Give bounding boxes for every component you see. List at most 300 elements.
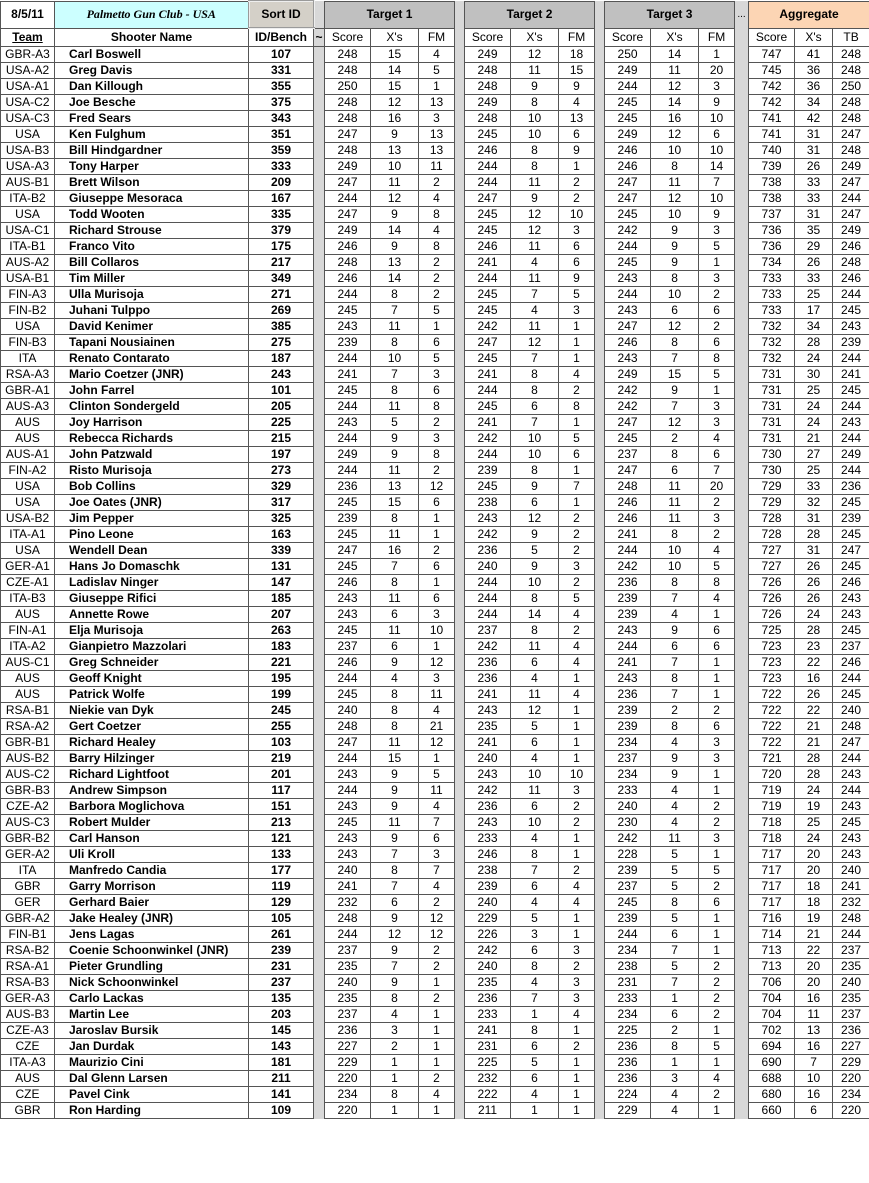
t2-xs-cell: 6	[511, 1071, 559, 1087]
t2-fm-cell: 9	[559, 271, 595, 287]
t3-score-cell: 242	[605, 559, 651, 575]
shooter-name-cell: Richard Healey	[55, 735, 249, 751]
t2-score-cell: 236	[465, 991, 511, 1007]
t1-xs-cell: 7	[371, 847, 419, 863]
t3-xs-cell: 7	[651, 591, 699, 607]
sort-id-button[interactable]: Sort ID	[249, 1, 314, 28]
t2-xs-cell: 11	[511, 783, 559, 799]
agg-score-cell: 738	[749, 175, 795, 191]
t3-score-cell: 242	[605, 399, 651, 415]
t3-score-cell: 234	[605, 943, 651, 959]
t1-fm-cell: 4	[419, 879, 455, 895]
t3-fm-cell: 1	[699, 383, 735, 399]
table-row	[1, 671, 869, 687]
t1-xs-cell: 1	[371, 1071, 419, 1087]
agg-score-cell: 729	[749, 479, 795, 495]
table-row	[1, 863, 869, 879]
t2-fm-cell: 1	[559, 1071, 595, 1087]
t3-score-cell: 244	[605, 639, 651, 655]
agg-score-cell: 704	[749, 1007, 795, 1023]
agg-xs-cell: 29	[795, 239, 833, 255]
shooter-name-cell: Jaroslav Bursik	[55, 1023, 249, 1039]
table-row	[1, 271, 869, 287]
table-row	[1, 463, 869, 479]
t2-score-cell: 229	[465, 911, 511, 927]
t2-xs-cell: 8	[511, 591, 559, 607]
agg-score-cell: 732	[749, 351, 795, 367]
agg-score-cell: 741	[749, 127, 795, 143]
table-row	[1, 191, 869, 207]
separator	[595, 1071, 605, 1087]
agg-xs-cell: 35	[795, 223, 833, 239]
shooter-name-cell: John Patzwald	[55, 447, 249, 463]
t3-score-cell: 236	[605, 1055, 651, 1071]
t2-score-cell: 233	[465, 1007, 511, 1023]
agg-xs-cell: 18	[795, 895, 833, 911]
table-row	[1, 687, 869, 703]
bench-id-cell: 199	[249, 687, 314, 703]
t2-xs-cell: 12	[511, 335, 559, 351]
t3-xs-cell: 7	[651, 655, 699, 671]
team-cell: AUS	[1, 415, 55, 431]
t2-xs-cell: 6	[511, 399, 559, 415]
t1-fm-cell: 5	[419, 351, 455, 367]
t1-score-cell: 243	[325, 847, 371, 863]
agg-xs-cell: 31	[795, 127, 833, 143]
separator	[735, 1055, 749, 1071]
bench-id-cell: 183	[249, 639, 314, 655]
t1-xs-cell: 8	[371, 335, 419, 351]
separator	[455, 495, 465, 511]
t3-xs-cell: 11	[651, 511, 699, 527]
t2-score-cell: 248	[465, 63, 511, 79]
t2-xs-cell: 11	[511, 319, 559, 335]
agg-xs-cell: 36	[795, 63, 833, 79]
agg-xs-cell: 28	[795, 767, 833, 783]
table-row	[1, 591, 869, 607]
t1-score-cell: 220	[325, 1071, 371, 1087]
t1-xs-cell: 3	[371, 1023, 419, 1039]
t2-xs-cell: 12	[511, 703, 559, 719]
agg-score-cell: 736	[749, 239, 795, 255]
t3-score-cell: 246	[605, 511, 651, 527]
t2-score-cell: 238	[465, 495, 511, 511]
table-row	[1, 959, 869, 975]
shooter-name-cell: Dan Killough	[55, 79, 249, 95]
separator	[455, 127, 465, 143]
t3-fm-cell: 5	[699, 559, 735, 575]
t3-fm-cell: 2	[699, 703, 735, 719]
t3-score-cell: 242	[605, 383, 651, 399]
agg-tb-cell: 243	[833, 415, 869, 431]
t2-fm-cell: 3	[559, 783, 595, 799]
agg-xs-cell: 31	[795, 143, 833, 159]
t3-score-cell: 246	[605, 143, 651, 159]
t3-score-cell: 239	[605, 911, 651, 927]
t2-xs-cell: 6	[511, 655, 559, 671]
separator	[735, 927, 749, 943]
separator	[735, 1103, 749, 1119]
agg-score-cell: 737	[749, 207, 795, 223]
agg-tb-cell: 249	[833, 223, 869, 239]
t1-xs-cell: 6	[371, 639, 419, 655]
t3-fm-cell: 3	[699, 511, 735, 527]
agg-tb-cell: 247	[833, 735, 869, 751]
t1-xs-cell: 9	[371, 799, 419, 815]
agg-tb-cell: 237	[833, 639, 869, 655]
t3-score-cell: 224	[605, 1087, 651, 1103]
separator	[595, 735, 605, 751]
team-cell: RSA-B1	[1, 703, 55, 719]
t3-fm-cell: 8	[699, 575, 735, 591]
separator	[735, 543, 749, 559]
table-row	[1, 287, 869, 303]
separator	[314, 591, 325, 607]
agg-tb-cell: 220	[833, 1071, 869, 1087]
agg-xs-cell: 21	[795, 719, 833, 735]
agg-xs-cell: 18	[795, 879, 833, 895]
table-row	[1, 1103, 869, 1119]
separator	[314, 431, 325, 447]
bench-id-cell: 379	[249, 223, 314, 239]
agg-xs-cell: 22	[795, 655, 833, 671]
separator	[314, 863, 325, 879]
separator	[595, 495, 605, 511]
name-column-header: Shooter Name	[55, 28, 249, 47]
team-cell: GBR	[1, 879, 55, 895]
shooter-name-cell: Gert Coetzer	[55, 719, 249, 735]
tilde-cell: ~	[314, 28, 325, 47]
shooter-name-cell: Ken Fulghum	[55, 127, 249, 143]
shooter-name-cell: Wendell Dean	[55, 543, 249, 559]
table-row	[1, 511, 869, 527]
t2-xs-cell: 6	[511, 799, 559, 815]
t2-score-cell: 245	[465, 479, 511, 495]
t1-xs-cell: 6	[371, 895, 419, 911]
separator	[735, 783, 749, 799]
separator	[314, 1007, 325, 1023]
t3-fm-cell: 10	[699, 111, 735, 127]
separator	[455, 623, 465, 639]
separator	[314, 559, 325, 575]
team-cell: AUS-B2	[1, 751, 55, 767]
t2-fm-cell: 2	[559, 623, 595, 639]
t2-fm-cell: 1	[559, 1103, 595, 1119]
t1-score-cell: 236	[325, 479, 371, 495]
agg-xs-cell: 20	[795, 863, 833, 879]
t3-fm-cell: 3	[699, 751, 735, 767]
t2-score-cell: 242	[465, 319, 511, 335]
t3-score-cell: 238	[605, 959, 651, 975]
separator	[735, 143, 749, 159]
t2-score-cell: 244	[465, 175, 511, 191]
agg-tb-cell: 248	[833, 255, 869, 271]
t3-fm-cell: 1	[699, 1023, 735, 1039]
t2-score-cell: 235	[465, 975, 511, 991]
agg-score-cell: 688	[749, 1071, 795, 1087]
bench-id-cell: 145	[249, 1023, 314, 1039]
bench-id-cell: 215	[249, 431, 314, 447]
separator	[455, 1087, 465, 1103]
t1-fm-cell: 1	[419, 575, 455, 591]
team-cell: USA	[1, 495, 55, 511]
t3-fm-cell: 5	[699, 239, 735, 255]
date-cell: 8/5/11	[1, 1, 55, 28]
t1-xs-cell: 9	[371, 239, 419, 255]
bench-id-cell: 105	[249, 911, 314, 927]
t2-fm-cell: 1	[559, 703, 595, 719]
t2-score-cell: 242	[465, 527, 511, 543]
separator	[735, 383, 749, 399]
separator	[314, 319, 325, 335]
t1-fm-cell: 5	[419, 767, 455, 783]
t2-score-cell: 236	[465, 543, 511, 559]
separator	[595, 95, 605, 111]
t1-score-cell: 232	[325, 895, 371, 911]
agg-xs-cell: 24	[795, 783, 833, 799]
t1-score-cell: 240	[325, 863, 371, 879]
separator	[455, 719, 465, 735]
team-cell: ITA	[1, 351, 55, 367]
t3-xs-cell: 10	[651, 559, 699, 575]
t2-score-cell: 211	[465, 1103, 511, 1119]
separator	[455, 335, 465, 351]
t3-score-cell: 246	[605, 335, 651, 351]
bench-id-cell: 331	[249, 63, 314, 79]
shooter-name-cell: Garry Morrison	[55, 879, 249, 895]
shooter-name-cell: Barry Hilzinger	[55, 751, 249, 767]
table-row	[1, 575, 869, 591]
bench-id-cell: 119	[249, 879, 314, 895]
t3-fm-cell: 2	[699, 527, 735, 543]
t2-xs-header: X's	[511, 28, 559, 47]
table-row	[1, 655, 869, 671]
t2-fm-cell: 1	[559, 1055, 595, 1071]
t3-xs-cell: 1	[651, 991, 699, 1007]
t3-score-cell: 230	[605, 815, 651, 831]
target1-header: Target 1	[325, 1, 455, 28]
team-cell: AUS-A3	[1, 399, 55, 415]
shooter-name-cell: Ron Harding	[55, 1103, 249, 1119]
agg-xs-cell: 33	[795, 191, 833, 207]
t2-fm-cell: 2	[559, 1039, 595, 1055]
agg-tb-cell: 244	[833, 399, 869, 415]
t1-xs-cell: 9	[371, 127, 419, 143]
t1-score-cell: 245	[325, 623, 371, 639]
t3-xs-cell: 9	[651, 223, 699, 239]
separator	[735, 607, 749, 623]
agg-xs-cell: 28	[795, 335, 833, 351]
separator	[735, 687, 749, 703]
t2-fm-cell: 10	[559, 207, 595, 223]
team-cell: USA-C1	[1, 223, 55, 239]
separator	[595, 1055, 605, 1071]
separator	[314, 687, 325, 703]
t3-score-cell: 243	[605, 303, 651, 319]
separator	[314, 1, 325, 28]
agg-tb-cell: 244	[833, 671, 869, 687]
t3-xs-cell: 4	[651, 607, 699, 623]
shooter-name-cell: Joe Oates (JNR)	[55, 495, 249, 511]
separator	[595, 751, 605, 767]
table-row	[1, 927, 869, 943]
t1-score-cell: 235	[325, 991, 371, 1007]
t3-xs-cell: 2	[651, 703, 699, 719]
team-cell: ITA-B2	[1, 191, 55, 207]
agg-score-cell: 728	[749, 527, 795, 543]
t3-score-cell: 247	[605, 319, 651, 335]
t1-fm-cell: 8	[419, 447, 455, 463]
t2-score-cell: 239	[465, 879, 511, 895]
t3-score-cell: 249	[605, 367, 651, 383]
team-cell: GER	[1, 895, 55, 911]
t1-xs-cell: 15	[371, 495, 419, 511]
t1-fm-cell: 3	[419, 431, 455, 447]
t3-fm-cell: 1	[699, 911, 735, 927]
separator	[455, 287, 465, 303]
team-cell: USA-B2	[1, 511, 55, 527]
separator	[735, 879, 749, 895]
separator	[595, 287, 605, 303]
separator	[455, 831, 465, 847]
bench-id-cell: 335	[249, 207, 314, 223]
separator	[735, 1023, 749, 1039]
t2-xs-cell: 12	[511, 511, 559, 527]
t3-fm-cell: 4	[699, 543, 735, 559]
shooter-name-cell: Juhani Tulppo	[55, 303, 249, 319]
separator	[314, 287, 325, 303]
t3-xs-cell: 8	[651, 671, 699, 687]
agg-tb-cell: 235	[833, 991, 869, 1007]
t3-score-cell: 241	[605, 655, 651, 671]
agg-score-cell: 727	[749, 559, 795, 575]
separator	[314, 623, 325, 639]
table-row	[1, 95, 869, 111]
t2-fm-cell: 15	[559, 63, 595, 79]
separator	[455, 1039, 465, 1055]
t3-fm-cell: 3	[699, 399, 735, 415]
separator	[595, 671, 605, 687]
t1-fm-cell: 2	[419, 255, 455, 271]
agg-xs-cell: 20	[795, 847, 833, 863]
bench-id-cell: 121	[249, 831, 314, 847]
separator	[595, 607, 605, 623]
t2-xs-cell: 8	[511, 143, 559, 159]
agg-score-cell: 719	[749, 799, 795, 815]
separator	[735, 1071, 749, 1087]
separator	[735, 655, 749, 671]
separator	[455, 639, 465, 655]
agg-tb-cell: 237	[833, 943, 869, 959]
t1-score-cell: 246	[325, 575, 371, 591]
t1-xs-cell: 9	[371, 207, 419, 223]
t1-fm-cell: 8	[419, 207, 455, 223]
bench-id-cell: 239	[249, 943, 314, 959]
title-row	[1, 1, 869, 28]
t1-xs-cell: 1	[371, 1055, 419, 1071]
bench-id-cell: 243	[249, 367, 314, 383]
t2-fm-cell: 4	[559, 1007, 595, 1023]
agg-tb-cell: 245	[833, 815, 869, 831]
t3-fm-cell: 1	[699, 1055, 735, 1071]
t1-xs-cell: 8	[371, 383, 419, 399]
bench-id-cell: 237	[249, 975, 314, 991]
separator	[735, 415, 749, 431]
agg-tb-cell: 250	[833, 79, 869, 95]
t2-score-cell: 242	[465, 783, 511, 799]
separator	[595, 447, 605, 463]
agg-tb-cell: 243	[833, 799, 869, 815]
t3-fm-cell: 10	[699, 143, 735, 159]
t1-score-cell: 243	[325, 799, 371, 815]
t1-score-cell: 248	[325, 95, 371, 111]
team-cell: FIN-A2	[1, 463, 55, 479]
separator	[595, 159, 605, 175]
separator	[735, 1039, 749, 1055]
agg-score-cell: 723	[749, 639, 795, 655]
separator	[595, 335, 605, 351]
t1-xs-cell: 11	[371, 319, 419, 335]
t3-score-cell: 248	[605, 479, 651, 495]
t3-fm-cell: 6	[699, 303, 735, 319]
separator	[735, 767, 749, 783]
t1-xs-cell: 7	[371, 367, 419, 383]
agg-tb-cell: 245	[833, 687, 869, 703]
agg-xs-cell: 20	[795, 975, 833, 991]
t2-fm-cell: 6	[559, 447, 595, 463]
bench-id-cell: 385	[249, 319, 314, 335]
t3-fm-cell: 4	[699, 431, 735, 447]
separator	[595, 591, 605, 607]
t3-xs-cell: 8	[651, 719, 699, 735]
shooter-name-cell: Joe Besche	[55, 95, 249, 111]
t1-fm-cell: 3	[419, 111, 455, 127]
t2-fm-cell: 1	[559, 415, 595, 431]
separator	[595, 847, 605, 863]
t3-fm-cell: 1	[699, 943, 735, 959]
t3-xs-cell: 14	[651, 47, 699, 63]
t3-xs-cell: 8	[651, 1039, 699, 1055]
table-row	[1, 991, 869, 1007]
t2-score-cell: 248	[465, 79, 511, 95]
t1-score-cell: 239	[325, 335, 371, 351]
t1-score-cell: 248	[325, 719, 371, 735]
t2-xs-cell: 4	[511, 255, 559, 271]
team-cell: USA-A1	[1, 79, 55, 95]
table-row	[1, 879, 869, 895]
bench-id-cell: 143	[249, 1039, 314, 1055]
table-row	[1, 543, 869, 559]
separator	[314, 175, 325, 191]
t1-score-cell: 244	[325, 431, 371, 447]
t1-score-cell: 244	[325, 351, 371, 367]
agg-tb-cell: 249	[833, 447, 869, 463]
table-row	[1, 319, 869, 335]
separator	[314, 447, 325, 463]
t3-xs-header: X's	[651, 28, 699, 47]
separator	[595, 111, 605, 127]
separator	[455, 943, 465, 959]
separator	[735, 367, 749, 383]
t1-xs-cell: 4	[371, 1007, 419, 1023]
agg-tb-cell: 244	[833, 927, 869, 943]
agg-tb-cell: 229	[833, 1055, 869, 1071]
table-row	[1, 719, 869, 735]
agg-xs-cell: 33	[795, 175, 833, 191]
t1-score-cell: 248	[325, 143, 371, 159]
agg-tb-cell: 244	[833, 751, 869, 767]
t3-score-cell: 243	[605, 271, 651, 287]
